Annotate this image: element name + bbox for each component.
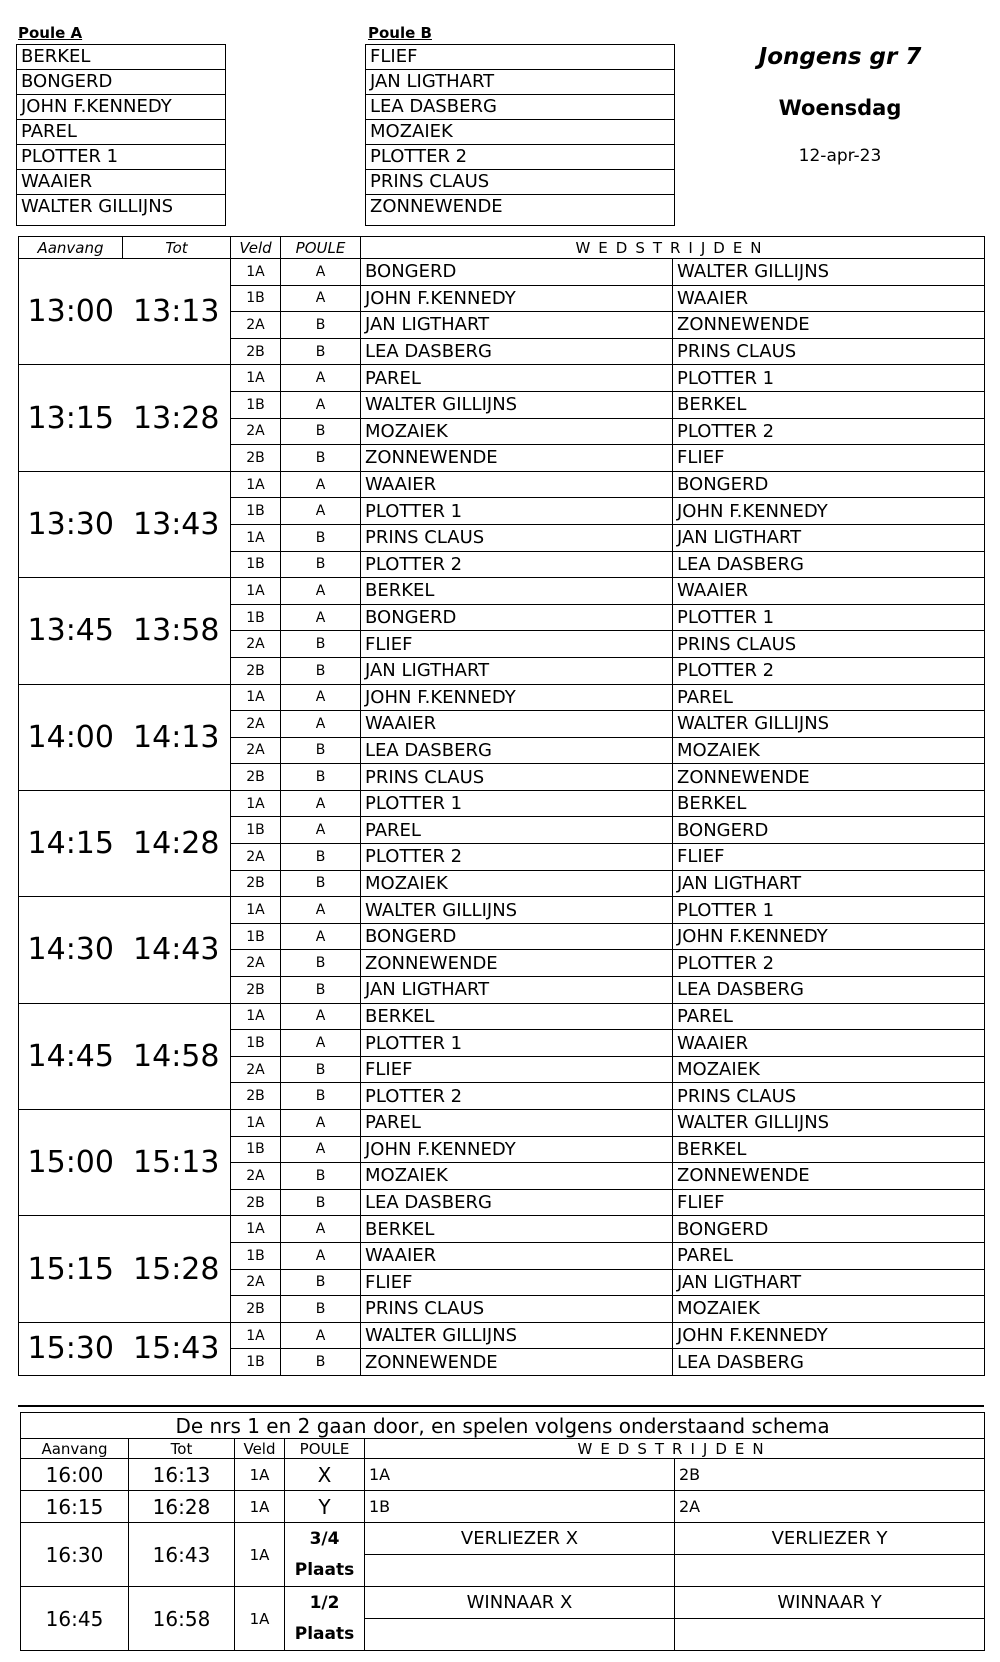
home-team: PAREL [361,365,673,392]
placement-label-2: Plaats [285,1555,365,1587]
poule-cell: B [281,1189,361,1216]
home-team: WAAIER [361,711,673,738]
slot-end-time: 14:43 [123,897,231,1003]
field-cell: 1B [231,604,281,631]
placement-field: 1A [235,1523,285,1587]
away-team: JOHN F.KENNEDY [673,498,985,525]
final-field: 1A [235,1459,285,1491]
away-team: PLOTTER 1 [673,365,985,392]
placement-away-blank [675,1619,985,1651]
placement-field: 1A [235,1587,285,1651]
final-away: 2A [675,1491,985,1523]
placement-start-time: 16:45 [21,1587,129,1651]
home-team: ZONNEWENDE [361,1349,673,1376]
slot-start-time: 14:15 [19,790,123,896]
home-team: ZONNEWENDE [361,445,673,472]
poule-cell: A [281,684,361,711]
slot-start-time: 15:30 [19,1322,123,1375]
field-cell: 1B [231,1030,281,1057]
home-team: PLOTTER 2 [361,1083,673,1110]
slot-end-time: 15:13 [123,1110,231,1216]
away-team: JAN LIGTHART [673,524,985,551]
field-cell: 2B [231,657,281,684]
slot-end-time: 15:43 [123,1322,231,1375]
slot-end-time: 13:13 [123,259,231,365]
away-team: MOZAIEK [673,1056,985,1083]
day-label: Woensdag [778,96,902,120]
poule-cell: A [281,1242,361,1269]
away-team: WAAIER [673,1030,985,1057]
away-team: PLOTTER 2 [673,418,985,445]
poule-cell: A [281,1216,361,1243]
poule-cell: B [281,950,361,977]
final-end-time: 16:13 [129,1459,235,1491]
slot-start-time: 14:30 [19,897,123,1003]
home-team: JAN LIGTHART [361,312,673,339]
away-team: PRINS CLAUS [673,338,985,365]
home-team: PRINS CLAUS [361,524,673,551]
poule-cell: A [281,604,361,631]
poule-cell: B [281,312,361,339]
field-cell: 1A [231,1216,281,1243]
poule-a-team: BERKEL [17,45,225,70]
home-team: MOZAIEK [361,870,673,897]
match-row [19,578,985,605]
field-cell: 1B [231,817,281,844]
away-team: ZONNEWENDE [673,764,985,791]
field-cell: 1A [231,259,281,286]
field-cell: 2A [231,737,281,764]
poule-a-team: PLOTTER 1 [17,145,225,170]
slot-end-time: 14:58 [123,1003,231,1109]
poule-cell: B [281,1296,361,1323]
slot-end-time: 13:43 [123,471,231,577]
field-cell: 1B [231,1349,281,1376]
home-team: PAREL [361,1110,673,1137]
home-team: PLOTTER 1 [361,790,673,817]
match-row [19,365,985,392]
home-team: BERKEL [361,1216,673,1243]
home-team: JAN LIGTHART [361,977,673,1004]
final-home: 1A [365,1459,675,1491]
poule-cell: B [281,1056,361,1083]
slot-end-time: 14:13 [123,684,231,790]
home-team: PLOTTER 1 [361,1030,673,1057]
field-cell: 2B [231,764,281,791]
poule-a-title: Poule A [18,24,83,42]
match-row [19,471,985,498]
away-team: FLIEF [673,1189,985,1216]
poule-cell: A [281,897,361,924]
poule-cell: A [281,1136,361,1163]
poule-cell: B [281,977,361,1004]
match-row [19,897,985,924]
field-cell: 1A [231,524,281,551]
poule-cell: A [281,790,361,817]
away-team: ZONNEWENDE [673,312,985,339]
poule-cell: A [281,471,361,498]
poule-b-list [365,44,675,226]
home-team: JOHN F.KENNEDY [361,1136,673,1163]
home-team: MOZAIEK [361,418,673,445]
field-cell: 1B [231,1136,281,1163]
match-row [19,684,985,711]
poule-cell: B [281,445,361,472]
poule-cell: A [281,1322,361,1349]
away-team: WALTER GILLIJNS [673,259,985,286]
poule-cell: A [281,923,361,950]
poule-cell: B [281,657,361,684]
slot-start-time: 13:15 [19,365,123,471]
finals-col-aanvang: Aanvang [21,1439,129,1459]
field-cell: 2A [231,312,281,339]
placement-label: 1/2 [285,1587,365,1619]
field-cell: 2B [231,1189,281,1216]
field-cell: 2A [231,1163,281,1190]
home-team: WAAIER [361,1242,673,1269]
slot-start-time: 14:00 [19,684,123,790]
placement-label: 3/4 [285,1523,365,1555]
field-cell: 2A [231,711,281,738]
placement-label-2: Plaats [285,1619,365,1651]
away-team: PAREL [673,1003,985,1030]
field-cell: 1A [231,897,281,924]
field-cell: 2B [231,870,281,897]
slot-start-time: 13:00 [19,259,123,365]
away-team: MOZAIEK [673,737,985,764]
field-cell: 1A [231,684,281,711]
poule-cell: B [281,418,361,445]
away-team: BERKEL [673,1136,985,1163]
field-cell: 2A [231,631,281,658]
poule-cell: A [281,578,361,605]
away-team: JAN LIGTHART [673,870,985,897]
home-team: LEA DASBERG [361,737,673,764]
poule-cell: B [281,1349,361,1376]
away-team: FLIEF [673,844,985,871]
field-cell: 2B [231,445,281,472]
placement-away: VERLIEZER Y [675,1523,985,1555]
divider [18,1405,984,1407]
away-team: WALTER GILLIJNS [673,711,985,738]
col-wedstrijden: WEDSTRIJDEN [361,237,985,259]
placement-home: WINNAAR X [365,1587,675,1619]
home-team: FLIEF [361,631,673,658]
away-team: MOZAIEK [673,1296,985,1323]
placement-home-blank [365,1619,675,1651]
away-team: BONGERD [673,471,985,498]
home-team: WAAIER [361,471,673,498]
placement-away-blank [675,1555,985,1587]
field-cell: 1A [231,1003,281,1030]
away-team: FLIEF [673,445,985,472]
away-team: WALTER GILLIJNS [673,1110,985,1137]
home-team: WALTER GILLIJNS [361,391,673,418]
field-cell: 1B [231,391,281,418]
field-cell: 2A [231,844,281,871]
home-team: BERKEL [361,1003,673,1030]
finals-note: De nrs 1 en 2 gaan door, en spelen volgens onderstaand schema [21,1413,985,1439]
placement-home: VERLIEZER X [365,1523,675,1555]
field-cell: 2B [231,338,281,365]
final-start-time: 16:00 [21,1459,129,1491]
away-team: PAREL [673,1242,985,1269]
away-team: LEA DASBERG [673,551,985,578]
field-cell: 2A [231,1269,281,1296]
placement-end-time: 16:43 [129,1523,235,1587]
poule-a-team: WALTER GILLIJNS [21,196,174,217]
home-team: PLOTTER 1 [361,498,673,525]
match-row [19,790,985,817]
poule-cell: B [281,338,361,365]
final-poule: Y [285,1491,365,1523]
away-team: PRINS CLAUS [673,631,985,658]
field-cell: 2A [231,1056,281,1083]
final-field: 1A [235,1491,285,1523]
field-cell: 1B [231,285,281,312]
away-team: PLOTTER 2 [673,657,985,684]
slot-start-time: 15:15 [19,1216,123,1322]
away-team: BONGERD [673,817,985,844]
slot-start-time: 13:30 [19,471,123,577]
slot-end-time: 15:28 [123,1216,231,1322]
home-team: JOHN F.KENNEDY [361,285,673,312]
finals-col-wedstrijden: WEDSTRIJDEN [365,1439,985,1459]
field-cell: 1A [231,1110,281,1137]
match-row [19,1322,985,1349]
home-team: WALTER GILLIJNS [361,1322,673,1349]
match-row [19,1216,985,1243]
away-team: WAAIER [673,578,985,605]
poule-cell: A [281,1110,361,1137]
away-team: WAAIER [673,285,985,312]
poule-cell: A [281,365,361,392]
home-team: BONGERD [361,259,673,286]
col-aanvang: Aanvang [19,237,123,259]
away-team: JOHN F.KENNEDY [673,923,985,950]
poule-b-title: Poule B [368,24,432,42]
poule-cell: B [281,844,361,871]
slot-start-time: 15:00 [19,1110,123,1216]
field-cell: 2B [231,1296,281,1323]
poule-cell: B [281,551,361,578]
final-row [21,1491,985,1523]
away-team: BONGERD [673,1216,985,1243]
poule-cell: B [281,1269,361,1296]
poule-b-team: LEA DASBERG [366,95,674,120]
col-poule: POULE [281,237,361,259]
poule-cell: A [281,1003,361,1030]
slot-end-time: 13:58 [123,578,231,684]
home-team: PRINS CLAUS [361,1296,673,1323]
final-poule: X [285,1459,365,1491]
schedule-table [18,236,985,1376]
match-row [19,259,985,286]
poule-a-team: BONGERD [17,70,225,95]
field-cell: 1A [231,1322,281,1349]
poule-cell: B [281,870,361,897]
date-label: 12-apr-23 [798,146,882,166]
field-cell: 1A [231,790,281,817]
field-cell: 1A [231,471,281,498]
home-team: LEA DASBERG [361,338,673,365]
poule-cell: B [281,631,361,658]
poule-b-team: PRINS CLAUS [366,170,674,195]
poule-cell: B [281,1163,361,1190]
home-team: BONGERD [361,923,673,950]
away-team: PRINS CLAUS [673,1083,985,1110]
home-team: FLIEF [361,1269,673,1296]
finals-col-poule: POULE [285,1439,365,1459]
home-team: LEA DASBERG [361,1189,673,1216]
poule-cell: A [281,711,361,738]
final-end-time: 16:28 [129,1491,235,1523]
finals-col-veld: Veld [235,1439,285,1459]
field-cell: 1A [231,578,281,605]
poule-b-team: JAN LIGTHART [366,70,674,95]
home-team: PLOTTER 2 [361,844,673,871]
home-team: ZONNEWENDE [361,950,673,977]
home-team: JAN LIGTHART [361,657,673,684]
field-cell: 1B [231,551,281,578]
home-team: PAREL [361,817,673,844]
away-team: PAREL [673,684,985,711]
finals-col-tot: Tot [129,1439,235,1459]
poule-cell: B [281,764,361,791]
poule-b-team: PLOTTER 2 [366,145,674,170]
poule-a-list [16,44,226,226]
home-team: BERKEL [361,578,673,605]
poule-cell: A [281,391,361,418]
placement-home-blank [365,1555,675,1587]
home-team: BONGERD [361,604,673,631]
poule-cell: A [281,817,361,844]
finals-table [20,1412,985,1651]
away-team: PLOTTER 2 [673,950,985,977]
final-home: 1B [365,1491,675,1523]
field-cell: 1A [231,365,281,392]
final-row [21,1459,985,1491]
poule-cell: A [281,498,361,525]
placement-row [21,1523,985,1555]
home-team: WALTER GILLIJNS [361,897,673,924]
placement-away: WINNAAR Y [675,1587,985,1619]
slot-start-time: 13:45 [19,578,123,684]
away-team: PLOTTER 1 [673,897,985,924]
home-team: PRINS CLAUS [361,764,673,791]
away-team: BERKEL [673,391,985,418]
col-tot: Tot [123,237,231,259]
poule-b-team: ZONNEWENDE [370,196,503,217]
field-cell: 2A [231,950,281,977]
poule-a-team: JOHN F.KENNEDY [17,95,225,120]
slot-end-time: 13:28 [123,365,231,471]
away-team: PLOTTER 1 [673,604,985,631]
field-cell: 2A [231,418,281,445]
col-veld: Veld [231,237,281,259]
match-row [19,1110,985,1137]
away-team: LEA DASBERG [673,977,985,1004]
poule-cell: B [281,737,361,764]
placement-start-time: 16:30 [21,1523,129,1587]
poule-b-team: MOZAIEK [366,120,674,145]
final-away: 2B [675,1459,985,1491]
poule-a-team: PAREL [17,120,225,145]
field-cell: 1B [231,498,281,525]
away-team: BERKEL [673,790,985,817]
home-team: FLIEF [361,1056,673,1083]
poule-cell: A [281,259,361,286]
poule-cell: B [281,1083,361,1110]
poule-a-team: WAAIER [17,170,225,195]
final-start-time: 16:15 [21,1491,129,1523]
poule-cell: B [281,524,361,551]
slot-start-time: 14:45 [19,1003,123,1109]
match-row [19,1003,985,1030]
poule-cell: A [281,285,361,312]
field-cell: 1B [231,1242,281,1269]
field-cell: 2B [231,1083,281,1110]
poule-b-team: FLIEF [366,45,674,70]
placement-row [21,1587,985,1619]
field-cell: 1B [231,923,281,950]
home-team: JOHN F.KENNEDY [361,684,673,711]
home-team: MOZAIEK [361,1163,673,1190]
slot-end-time: 14:28 [123,790,231,896]
away-team: JOHN F.KENNEDY [673,1322,985,1349]
placement-end-time: 16:58 [129,1587,235,1651]
home-team: PLOTTER 2 [361,551,673,578]
poule-cell: A [281,1030,361,1057]
field-cell: 2B [231,977,281,1004]
away-team: JAN LIGTHART [673,1269,985,1296]
away-team: ZONNEWENDE [673,1163,985,1190]
page-title: Jongens gr 7 [758,44,922,70]
away-team: LEA DASBERG [673,1349,985,1376]
